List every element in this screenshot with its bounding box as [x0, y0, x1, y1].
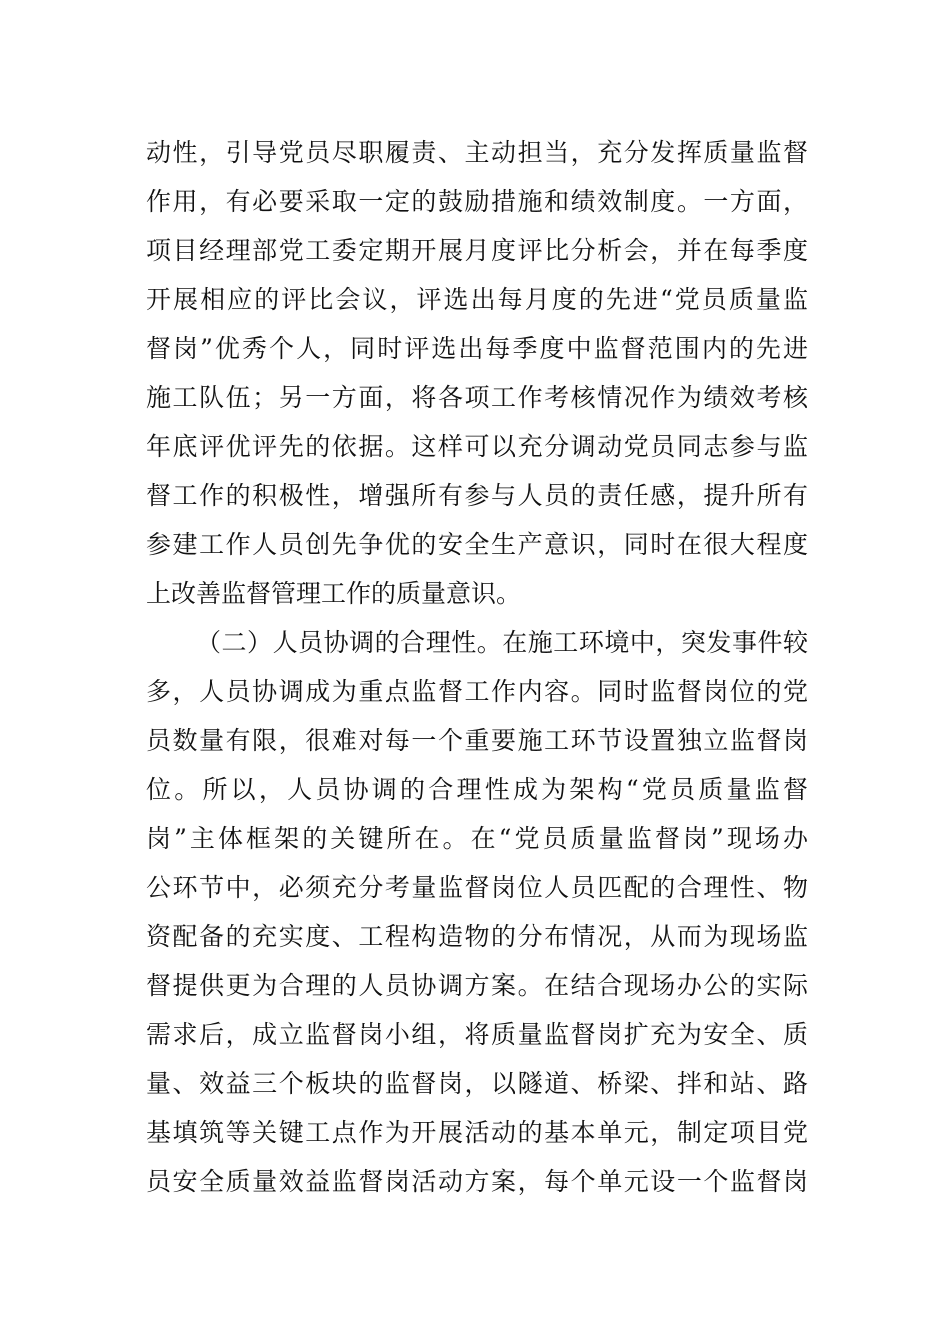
paragraph-line: 项目经理部党工委定期开展月度评比分析会，并在每季度: [146, 236, 808, 265]
paragraph-line: 位。所以，人员协调的合理性成为架构“党员质量监督: [146, 775, 808, 804]
paragraph-line: 年底评优评先的依据。这样可以充分调动党员同志参与监: [146, 432, 808, 461]
paragraph-line: 上改善监督管理工作的质量意识。: [146, 579, 522, 608]
paragraph-line: 需求后，成立监督岗小组，将质量监督岗扩充为安全、质: [146, 1020, 808, 1049]
paragraph-line: 公环节中，必须充分考量监督岗位人员匹配的合理性、物: [146, 873, 808, 902]
paragraph-line: 督提供更为合理的人员协调方案。在结合现场办公的实际: [146, 971, 808, 1000]
paragraph-2: [146, 618, 808, 1206]
paragraph-line: 量、效益三个板块的监督岗，以隧道、桥梁、拌和站、路: [146, 1069, 808, 1098]
paragraph-line: 施工队伍；另一方面，将各项工作考核情况作为绩效考核: [146, 383, 808, 412]
paragraph-line: 员数量有限，很难对每一个重要施工环节设置独立监督岗: [146, 726, 808, 755]
document-body: [146, 128, 808, 1206]
paragraph-line: 多，人员协调成为重点监督工作内容。同时监督岗位的党: [146, 677, 808, 706]
paragraph-line: 动性，引导党员尽职履责、主动担当，充分发挥质量监督: [146, 138, 808, 167]
paragraph-line: 督工作的积极性，增强所有参与人员的责任感，提升所有: [146, 481, 808, 510]
paragraph-line: （二）人员协调的合理性。在施工环境中，突发事件较: [196, 628, 808, 657]
paragraph-line: 基填筑等关键工点作为开展活动的基本单元，制定项目党: [146, 1118, 808, 1147]
paragraph-line: 作用，有必要采取一定的鼓励措施和绩效制度。一方面，: [146, 187, 808, 216]
paragraph-line: 参建工作人员创先争优的安全生产意识，同时在很大程度: [146, 530, 808, 559]
paragraph-line: 岗”主体框架的关键所在。在“党员质量监督岗”现场办: [146, 824, 808, 853]
paragraph-line: 开展相应的评比会议，评选出每月度的先进“党员质量监: [146, 285, 808, 314]
paragraph-line: 资配备的充实度、工程构造物的分布情况，从而为现场监: [146, 922, 808, 951]
paragraph-1: [146, 128, 808, 618]
paragraph-line: 员安全质量效益监督岗活动方案，每个单元设一个监督岗: [146, 1167, 808, 1196]
paragraph-line: 督岗”优秀个人，同时评选出每季度中监督范围内的先进: [146, 334, 808, 363]
